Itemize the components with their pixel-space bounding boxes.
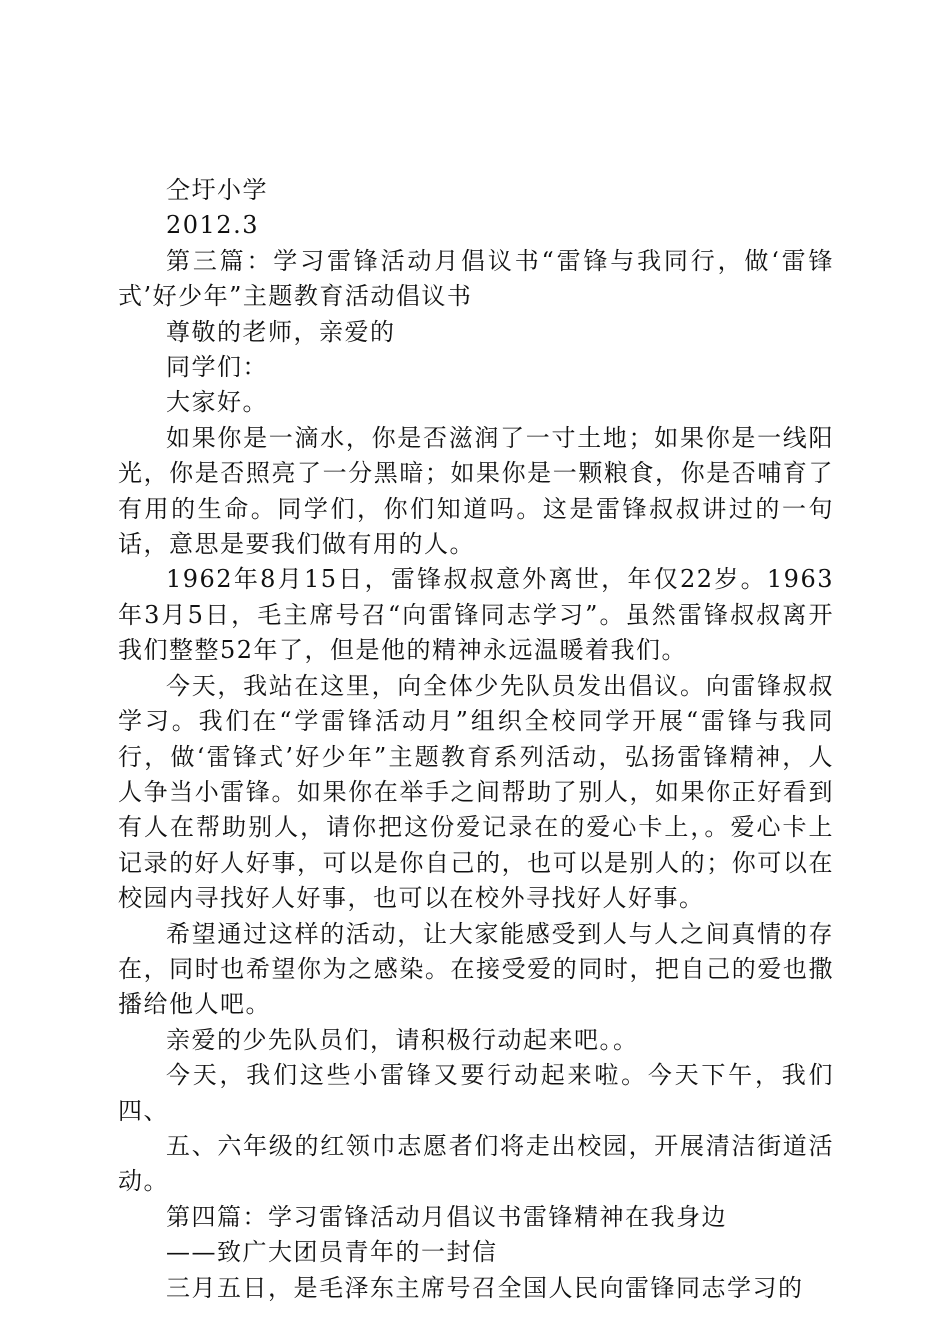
greeting: 大家好。 xyxy=(166,388,268,417)
paragraph: 三月五日，是毛泽东主席号召全国人民向雷锋同志学习的 xyxy=(166,1273,804,1302)
paragraph: 如果你是一滴水，你是否滋润了一寸土地；如果你是一线阳光，你是否照亮了一分黑暗；如果你是一颗粮食，你是否哺育了有用的生命。同学们，你们知道吗。这是雷锋叔叔讲过的一句话，意思是要我们做有用的人。 xyxy=(118,423,834,559)
salutation-students: 同学们： xyxy=(166,353,268,382)
chapter-four-subtitle: ——致广大团员青年的一封信 xyxy=(166,1238,498,1267)
paragraph: 希望通过这样的活动，让大家能感受到人与人之间真情的存在，同时也希望你为之感染。在接受爱的同时，把自己的爱也撒播给他人吧。 xyxy=(118,919,834,1019)
salutation-line: 尊敬的老师，亲爱的 xyxy=(166,317,396,346)
paragraph: 1962年8月15日，雷锋叔叔意外离世，年仅22岁。1963年3月5日，毛主席号召“向雷锋同志学习”。虽然雷锋叔叔离开我们整整52年了，但是他的精神永远温暖着我们。 xyxy=(118,565,834,665)
document-body xyxy=(118,173,834,1306)
paragraph: 今天，我们这些小雷锋又要行动起来啦。今天下午，我们四、 xyxy=(118,1061,834,1125)
chapter-four-heading: 第四篇：学习雷锋活动月倡议书雷锋精神在我身边 xyxy=(166,1202,727,1231)
paragraph: 今天，我站在这里，向全体少先队员发出倡议。向雷锋叔叔学习。我们在“学雷锋活动月”组织全校同学开展“雷锋与我同行，做‘雷锋式’好少年”主题教育系列活动，弘扬雷锋精神，人人争当小雷锋。如果你在举手之间帮助了别人，如果你正好看到有人在帮助别人，请你把这份爱记录在的爱心卡上，。爱心卡上记录的好人好事，可以是你自己的，也可以是别人的；你可以在校园内寻找好人好事，也可以在校外寻找好人好事。 xyxy=(118,671,834,913)
date-line: 2012.3 xyxy=(166,211,259,240)
paragraph: 五、六年级的红领巾志愿者们将走出校园，开展清洁街道活动。 xyxy=(118,1131,834,1196)
chapter-three-heading: 第三篇：学习雷锋活动月倡议书“雷锋与我同行，做‘雷锋式’好少年”主题教育活动倡议书 xyxy=(118,246,834,311)
paragraph: 亲爱的少先队员们，请积极行动起来吧。。 xyxy=(166,1025,639,1054)
school-name: 仝圩小学 xyxy=(166,176,268,204)
